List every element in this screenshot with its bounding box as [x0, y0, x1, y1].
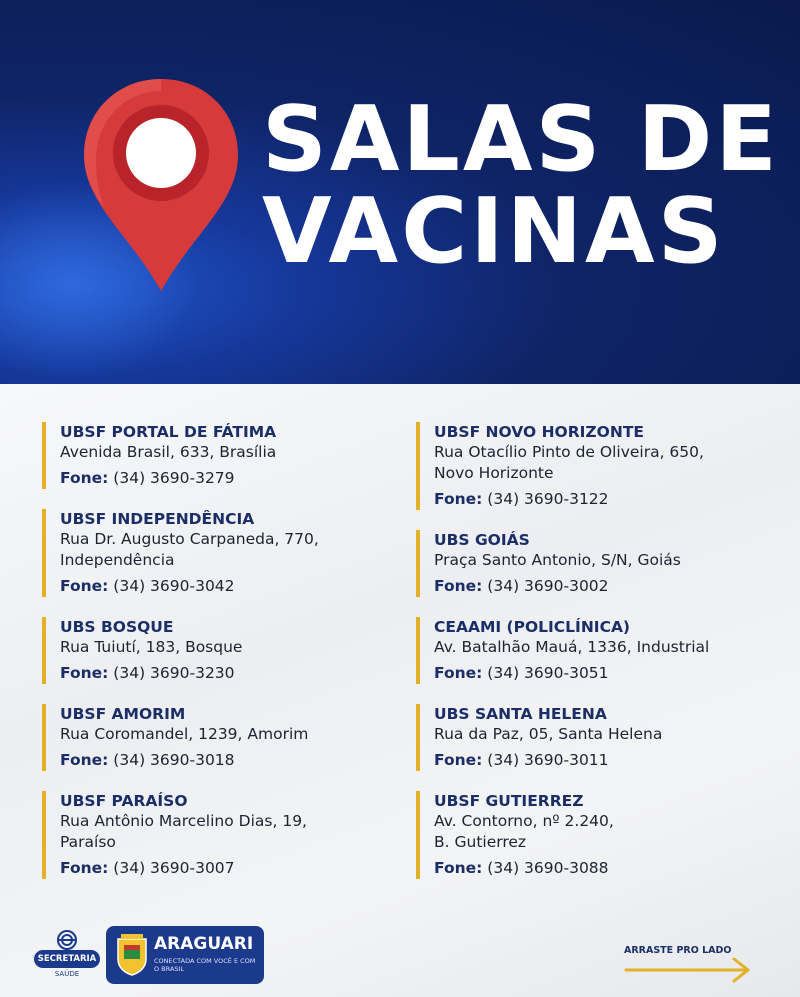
- phone-label: Fone:: [60, 577, 109, 595]
- phone-number: (34) 3690-3007: [113, 859, 235, 877]
- page-title: [262, 87, 780, 284]
- phone-number: (34) 3690-3088: [487, 859, 609, 877]
- phone-label: Fone:: [434, 751, 483, 769]
- location-name: UBSF GUTIERREZ: [434, 792, 584, 810]
- map-pin-icon: [80, 75, 242, 295]
- phone-number: (34) 3690-3018: [113, 751, 235, 769]
- location-name: UBS GOIÁS: [434, 531, 530, 549]
- location-address: Avenida Brasil, 633, Brasília: [60, 443, 277, 461]
- location-name: UBSF PARAÍSO: [60, 792, 188, 810]
- location-address: Rua da Paz, 05, Santa Helena: [434, 725, 663, 743]
- location-entry: [416, 422, 776, 510]
- location-entry: [42, 617, 402, 684]
- araguari-logo: [106, 926, 264, 984]
- location-entry: [42, 791, 402, 879]
- location-address: Praça Santo Antonio, S/N, Goiás: [434, 551, 681, 569]
- location-name: UBSF PORTAL DE FÁTIMA: [60, 423, 277, 441]
- location-phone: [434, 576, 776, 597]
- location-phone: [60, 663, 402, 684]
- location-name: UBSF AMORIM: [60, 705, 186, 723]
- city-name: ARAGUARI: [154, 934, 254, 954]
- location-phone: [434, 663, 776, 684]
- location-entry: [416, 791, 776, 879]
- location-address: Av. Contorno, nº 2.240,: [434, 812, 614, 830]
- location-entry: [416, 617, 776, 684]
- location-address: Rua Otacílio Pinto de Oliveira, 650,: [434, 443, 704, 461]
- location-phone: [434, 858, 776, 879]
- location-name: CEAAMI (POLICLÍNICA): [434, 618, 631, 636]
- secretaria-logo: [34, 930, 100, 986]
- title-line-2: VACINAS: [262, 179, 726, 284]
- phone-label: Fone:: [434, 859, 483, 877]
- phone-number: (34) 3690-3051: [487, 664, 609, 682]
- location-entry: [42, 422, 402, 489]
- location-entry: [42, 704, 402, 771]
- swipe-hint: [624, 945, 754, 985]
- health-icon: [34, 930, 100, 952]
- phone-number: (34) 3690-3279: [113, 469, 235, 487]
- location-phone: [60, 858, 402, 879]
- phone-number: (34) 3690-3230: [113, 664, 235, 682]
- location-name: UBSF INDEPENDÊNCIA: [60, 510, 255, 528]
- hero-banner: [0, 0, 800, 384]
- location-address: Rua Dr. Augusto Carpaneda, 770,: [60, 530, 319, 548]
- phone-label: Fone:: [60, 664, 109, 682]
- phone-number: (34) 3690-3042: [113, 577, 235, 595]
- location-name: UBS SANTA HELENA: [434, 705, 607, 723]
- location-entry: [42, 509, 402, 597]
- location-address: Independência: [60, 551, 175, 569]
- location-address: Novo Horizonte: [434, 464, 554, 482]
- location-name: UBS BOSQUE: [60, 618, 174, 636]
- location-address: Rua Coromandel, 1239, Amorim: [60, 725, 309, 743]
- phone-label: Fone:: [434, 664, 483, 682]
- location-address: Paraíso: [60, 833, 116, 851]
- swipe-label: ARRASTE PRO LADO: [624, 945, 732, 956]
- phone-label: Fone:: [60, 859, 109, 877]
- location-address: Av. Batalhão Mauá, 1336, Industrial: [434, 638, 710, 656]
- location-address: B. Gutierrez: [434, 833, 527, 851]
- phone-label: Fone:: [434, 490, 483, 508]
- title-line-1: SALAS DE: [262, 87, 780, 192]
- secretaria-subtitle: SAÚDE: [54, 970, 80, 978]
- arrow-right-icon: [624, 955, 754, 985]
- location-name: UBSF NOVO HORIZONTE: [434, 423, 644, 441]
- city-crest-icon: [114, 933, 150, 977]
- phone-number: (34) 3690-3002: [487, 577, 609, 595]
- phone-number: (34) 3690-3011: [487, 751, 609, 769]
- city-tagline: CONECTADA COM VOCÊ E COM O BRASIL: [154, 957, 256, 973]
- phone-label: Fone:: [60, 469, 109, 487]
- location-address: Rua Antônio Marcelino Dias, 19,: [60, 812, 307, 830]
- left-column: [42, 422, 402, 899]
- right-column: [416, 422, 776, 899]
- location-entry: [416, 530, 776, 597]
- location-phone: [60, 750, 402, 771]
- location-address: Rua Tuiutí, 183, Bosque: [60, 638, 243, 656]
- phone-number: (34) 3690-3122: [487, 490, 609, 508]
- location-phone: [60, 576, 402, 597]
- location-phone: [434, 489, 776, 510]
- phone-label: Fone:: [434, 577, 483, 595]
- location-phone: [434, 750, 776, 771]
- location-entry: [416, 704, 776, 771]
- secretaria-label: SECRETARIA: [34, 950, 100, 968]
- phone-label: Fone:: [60, 751, 109, 769]
- location-phone: [60, 468, 402, 489]
